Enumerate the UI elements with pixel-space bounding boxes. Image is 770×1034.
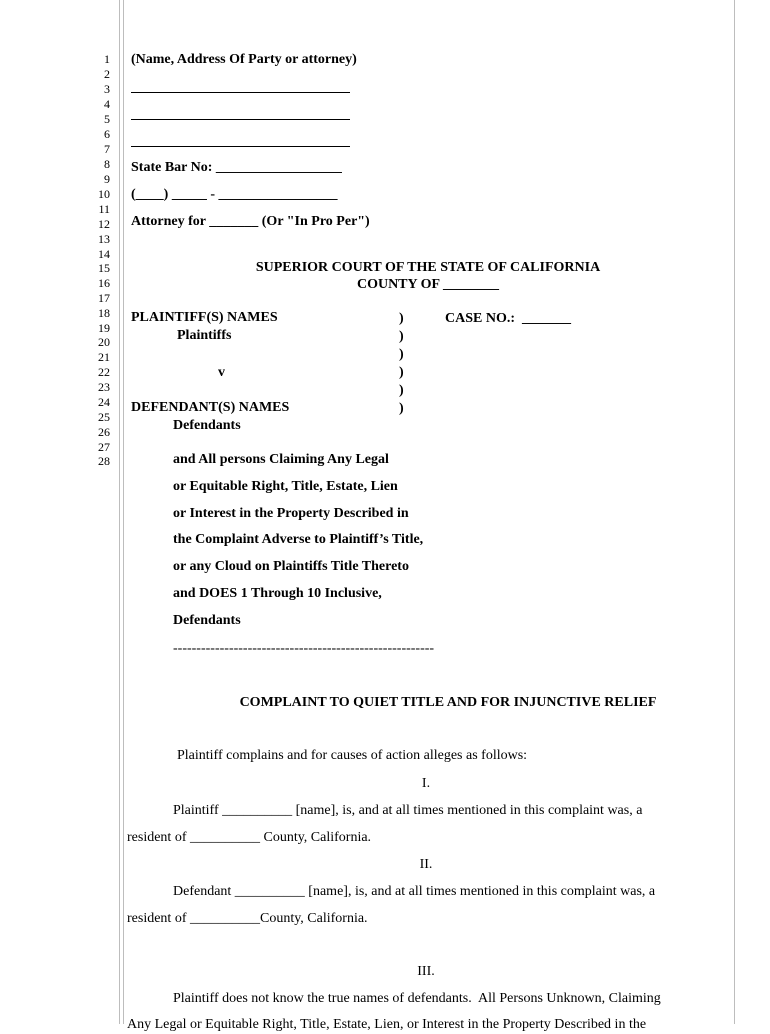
line-number: 19 xyxy=(98,321,110,335)
attorney-for-line: Attorney for _______ (Or "In Pro Per") xyxy=(131,214,370,229)
complaint-intro: Plaintiff complains and for causes of action alleges as follows: xyxy=(177,748,528,763)
line-number: 16 xyxy=(98,276,110,290)
unknown-claimants-line: or any Cloud on Plaintiffs Title Thereto xyxy=(173,559,409,574)
address-blank-line xyxy=(131,92,350,93)
line-number: 21 xyxy=(98,350,110,364)
line-number: 17 xyxy=(98,291,110,305)
line-number: 27 xyxy=(98,440,110,454)
versus-label: v xyxy=(218,365,225,380)
party-label: (Name, Address Of Party or attorney) xyxy=(131,52,357,67)
line-number: 25 xyxy=(98,410,110,424)
state-bar-line: State Bar No: __________________ xyxy=(131,160,342,175)
right-margin-rule xyxy=(734,0,735,1024)
line-number: 7 xyxy=(104,142,110,156)
line-number: 9 xyxy=(104,172,110,186)
caption-paren: ) xyxy=(399,365,404,380)
unknown-claimants-line: Defendants xyxy=(173,613,241,628)
unknown-claimants-line: and All persons Claiming Any Legal xyxy=(173,452,389,467)
phone-line: (____) _____ - _________________ xyxy=(131,187,338,202)
unknown-claimants-line: or Interest in the Property Described in xyxy=(173,506,409,521)
line-number: 6 xyxy=(104,127,110,141)
caption-paren: ) xyxy=(399,401,404,416)
court-name: SUPERIOR COURT OF THE STATE OF CALIFORNIA xyxy=(255,260,601,275)
section-numeral: I. xyxy=(421,776,431,791)
section-numeral: II. xyxy=(419,857,433,872)
caption-paren: ) xyxy=(399,311,404,326)
section-text-line: resident of __________County, California. xyxy=(127,911,368,926)
line-number: 11 xyxy=(98,202,110,216)
section-text-line: Any Legal or Equitable Right, Title, Estate, Lien, or Interest in the Property Described in the xyxy=(127,1017,647,1032)
section-text-line: Plaintiff __________ [name], is, and at all times mentioned in this complaint was, a xyxy=(173,803,643,818)
defendant-names: DEFENDANT(S) NAMES xyxy=(131,400,290,415)
section-text-line: resident of __________ County, California. xyxy=(127,830,372,845)
line-number: 26 xyxy=(98,425,110,439)
line-number: 20 xyxy=(98,335,110,349)
line-number: 28 xyxy=(98,454,110,468)
case-number-label: CASE NO.: _______ xyxy=(445,311,572,326)
address-blank-line xyxy=(131,146,350,147)
caption-paren: ) xyxy=(399,383,404,398)
unknown-claimants-line: and DOES 1 Through 10 Inclusive, xyxy=(173,586,382,601)
caption-divider: -------------------------------------------------------- xyxy=(173,641,435,656)
line-number: 24 xyxy=(98,395,110,409)
line-number: 23 xyxy=(98,380,110,394)
line-number: 14 xyxy=(98,247,110,261)
left-margin-rule-outer xyxy=(119,0,120,1024)
unknown-claimants-line: or Equitable Right, Title, Estate, Lien xyxy=(173,479,398,494)
line-number: 2 xyxy=(104,67,110,81)
defendants-label: Defendants xyxy=(173,418,241,433)
unknown-claimants-line: the Complaint Adverse to Plaintiff’s Title, xyxy=(173,532,424,547)
line-number: 8 xyxy=(104,157,110,171)
line-number: 13 xyxy=(98,232,110,246)
line-number: 15 xyxy=(98,261,110,275)
line-number: 4 xyxy=(104,97,110,111)
caption-paren: ) xyxy=(399,347,404,362)
line-number: 5 xyxy=(104,112,110,126)
line-number: 22 xyxy=(98,365,110,379)
section-text-line: Plaintiff does not know the true names of defendants. All Persons Unknown, Claiming xyxy=(173,991,661,1006)
line-number: 1 xyxy=(104,52,110,66)
plaintiff-names: PLAINTIFF(S) NAMES xyxy=(131,310,278,325)
line-number: 10 xyxy=(98,187,110,201)
line-number: 12 xyxy=(98,217,110,231)
caption-paren: ) xyxy=(399,329,404,344)
section-numeral: III. xyxy=(417,964,435,979)
complaint-title: COMPLAINT TO QUIET TITLE AND FOR INJUNCTIVE RELIEF xyxy=(239,695,657,710)
line-number: 3 xyxy=(104,82,110,96)
address-blank-line xyxy=(131,119,350,120)
section-text-line: Defendant __________ [name], is, and at all times mentioned in this complaint was, a xyxy=(173,884,656,899)
left-margin-rule-inner xyxy=(123,0,124,1024)
county-line: COUNTY OF ________ xyxy=(356,277,500,292)
plaintiffs-label: Plaintiffs xyxy=(177,328,232,343)
line-number: 18 xyxy=(98,306,110,320)
